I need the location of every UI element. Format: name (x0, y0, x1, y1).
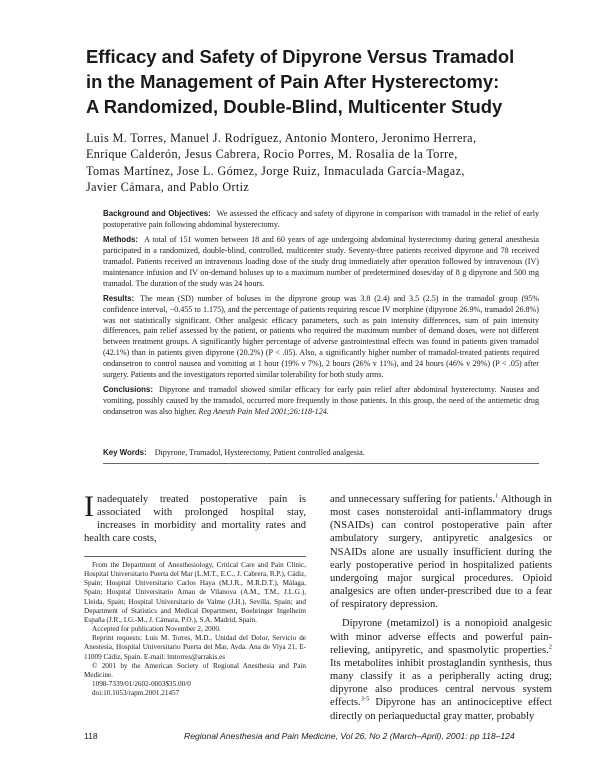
author-line: Tomas Martínez, Jose L. Gómez, Jorge Ruiz, Inmaculada García-Magaz, (86, 163, 465, 178)
body-column-left (84, 490, 306, 546)
body-text: and unnecessary suffering for patients. (330, 494, 496, 505)
background-text: We assessed the efficacy and safety of dipyrone in comparison with tramadol in the relief of early postoperative pain following abdominal hysterectomy. (103, 209, 539, 229)
abstract-methods (103, 235, 539, 289)
article-title (86, 44, 556, 119)
body-column-right (330, 493, 552, 723)
methods-label: Methods: (103, 235, 139, 245)
keywords-text: Dipyrone, Tramadol, Hysterectomy, Patient controlled analgesia. (154, 448, 365, 457)
author-line: Luis M. Torres, Manuel J. Rodríguez, Antonio Montero, Jeronimo Herrera, (86, 131, 477, 145)
abstract-divider (103, 463, 539, 464)
body-paragraph (330, 617, 552, 722)
intro-text: nadequately treated postoperative pain is associated with prolonged hospital stay, increases in morbidity and mortality rates and health care costs, (84, 494, 306, 545)
title-line: in the Management of Pain After Hysterectomy: (86, 71, 500, 92)
conclusions-text: Dipyrone and tramadol showed similar efficacy for early pain relief after abdominal hysterectomy. Nausea and vomiting, possibly caused by the tramadol, occurred more frequently in those patients. In this group, the need of the antiemetic drug ondansetron was also higher. (103, 385, 539, 416)
background-label: Background and Objectives: (103, 209, 211, 218)
page-number: 118 (84, 731, 98, 741)
author-line: Enrique Calderón, Jesus Cabrera, Rocio Porres, M. Rosalia de la Torre, (86, 147, 458, 162)
title-line: Efficacy and Safety of Dipyrone Versus Tramadol (86, 46, 515, 67)
abstract-results (103, 294, 539, 381)
abstract-conclusions (103, 385, 539, 418)
conclusions-label: Conclusions: (103, 385, 153, 395)
body-paragraph (330, 493, 552, 611)
footnote-copyright: © 2001 by the American Society of Regional Anesthesia and Pain Medicine. (84, 661, 306, 679)
journal-citation: Regional Anesthesia and Pain Medicine, Vol 26, No 2 (March–April), 2001: pp 118–124 (184, 731, 515, 741)
title-line: A Randomized, Double-Blind, Multicenter Study (86, 96, 503, 117)
intro-paragraph (84, 490, 306, 546)
abstract-background (103, 209, 539, 231)
drop-cap: I (84, 490, 94, 523)
footnote-doi: doi:10.1053/rapm.2001.21457 (92, 689, 180, 698)
results-text: The mean (SD) number of boluses in the dipyrone group was 3.8 (2.4) and 3.5 (2.5) in the tramadol group (95% confidence interval, −0.455 to 1.175), and the percentage of patients requiring rescue IV morphine (dipyrone 26.9%, tramadol 26.8%) was not statistically significant. Other analgesic efficacy parameters, such as pain intensity differences, sum of pain intensity differences, pain relief assessed by the patient, or patients who required the maximum number of demand doses, were not different between treatment groups. A significantly higher percentage of adverse gastrointestinal effects was found in patients given tramadol (42.1%) than in patients given dipyrone (20.2%) (P < .05). Also, a significantly higher number of tramadol-treated patients required ondansetron to control nausea and vomiting at 1 hour (19% v 7%), 2 hours (26% v 11%), and 24 hours (46% v 29%) (P < .05) after surgery. Patients and the investigators reported similar tolerability for both study arms. (103, 293, 539, 379)
footnote-reprints: Reprint requests: Luis M. Torres, M.D., Unidad del Dolor, Servicio de Anestesia, Hospital Universitario Puerta del Mar, Avda. Ana de Viya 21, E-11009 Cádiz, Spain. E-mail: lmtorres@arrakis.es (84, 634, 306, 661)
body-text: Although in most cases nonsteroidal anti-inflammatory drugs (NSAIDs) can control postoperative pain after ambulatory surgery, antipyretic analgesics or NSAIDs alone are usually insufficient during the early postoperative period in hospitalized patients undergoing major surgical procedures. Opioid analgesics are often under-prescribed due to a fear of respiratory depression. (330, 494, 552, 611)
results-label: Results: (103, 293, 135, 303)
body-text: Dipyrone (metamizol) is a nonopioid analgesic with minor adverse effects and powerful pain-relieving, antipyretic, and spasmolytic properties. (330, 618, 552, 656)
reference-marker[interactable]: 2 (548, 643, 552, 651)
body-text: Its metabolites inhibit prostaglandin synthesis, thus many classify it as a peripherally acting drug; dipyrone also produces central nervous system effects. (330, 657, 552, 709)
author-line: Javier Cámara, and Pablo Ortiz (86, 179, 250, 194)
footnote-accepted: Accepted for publication November 2, 2000. (92, 625, 221, 634)
author-list (86, 130, 556, 195)
methods-text: A total of 151 women between 18 and 60 years of age undergoing abdominal hysterectomy during general anesthesia participated in a randomized, double-blind, controlled, multicenter study. Seventy-three patients received dipyrone and 78 received tramadol. Patients received an intravenous loading dose of the study drug immediately after operation followed by intravenous (IV) maintenance infusion and IV on-demand boluses up to a maximum number of predetermined doses/day of 8 g dipyrone and 500 mg tramadol. The duration of the study was 24 hours. (103, 235, 539, 288)
footnotes (84, 556, 306, 698)
footnote-affiliation: From the Department of Anesthesiology, Critical Care and Pain Clinic, Hospital Universitario Puerta del Mar (L.M.T., E.C., J. Cabrera, R.P.), Cádiz, Spain; Hospital Universitario Carlos Haya (M.J.R., M.R.D.T.), Málaga, Spain; Hospital Universitario Arnau de Vilanova (A.M., T.M., J.L.G.), Lleida, Spain; Hospital Universitario de Valme (J.H.), Sevilla, Spain; and Department of Statistics and Medical Department, Boehringer Ingelheim España (J.R., I.G.-M., J. Cámara, P.O.), S.A. Madrid, Spain. (84, 561, 306, 624)
reference-marker[interactable]: 1 (495, 492, 499, 500)
footnote-issn: 1098-7339/01/2602-0003$35.00/0 (92, 680, 191, 689)
abstract (103, 209, 539, 422)
keywords (103, 448, 539, 457)
reference-marker[interactable]: 3-5 (360, 695, 370, 703)
body-text: Dipyrone has an antinociceptive effect directly on periaqueductal gray matter, probably (330, 697, 552, 722)
abstract-citation: Reg Anesth Pain Med 2001;26:118-124. (198, 406, 329, 416)
keywords-label: Key Words: (103, 448, 147, 457)
